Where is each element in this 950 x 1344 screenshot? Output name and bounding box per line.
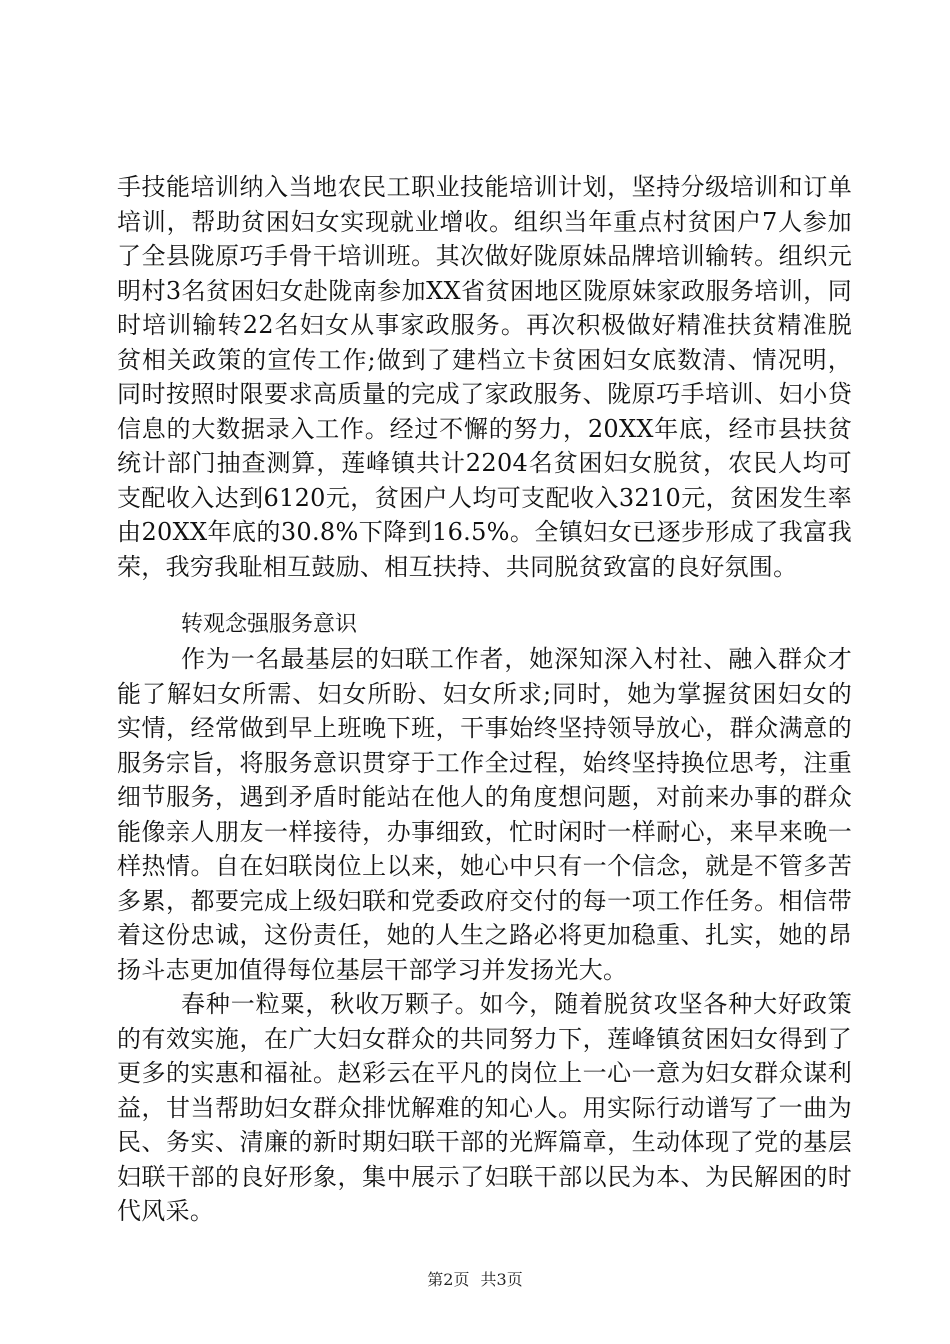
page-number: 第2页 (427, 1270, 470, 1289)
document-body (117, 170, 852, 1229)
body-paragraph: 作为一名最基层的妇联工作者，她深知深入村社、融入群众才能了解妇女所需、妇女所盼、妇女所求;同时，她为掌握贫困妇女的实情，经常做到早上班晚下班，干事始终坚持领导放心，群众满意的服务宗旨，将服务意识贯穿于工作全过程，始终坚持换位思考，注重细节服务，遇到矛盾时能站在他人的角度想问题，对前来办事的群众能像亲人朋友一样接待，办事细致，忙时闲时一样耐心，来早来晚一样热情。自在妇联岗位上以来，她心中只有一个信念，就是不管多苦多累，都要完成上级妇联和党委政府交付的每一项工作任务。相信带着这份忠诚，这份责任，她的人生之路必将更加稳重、扎实，她的昂扬斗志更加值得每位基层干部学习并发扬光大。 (117, 645, 852, 984)
section-heading: 转观念强服务意识 (181, 612, 358, 637)
body-paragraph: 手技能培训纳入当地农民工职业技能培训计划，坚持分级培训和订单培训，帮助贫困妇女实现就业增收。组织当年重点村贫困户7人参加了全县陇原巧手骨干培训班。其次做好陇原妹品牌培训输转。组织元明村3名贫困妇女赴陇南参加XX省贫困地区陇原妹家政服务培训，同时培训输转22名妇女从事家政服务。再次积极做好精准扶贫精准脱贫相关政策的宣传工作;做到了建档立卡贫困妇女底数清、情况明，同时按照时限要求高质量的完成了家政服务、陇原巧手培训、妇小贷信息的大数据录入工作。经过不懈的努力，20XX年底，经市县扶贫统计部门抽查测算，莲峰镇共计2204名贫困妇女脱贫，农民人均可支配收入达到6120元，贫困户人均可支配收入3210元，贫困发生率由20XX年底的30.8%下降到16.5%。全镇妇女已逐步形成了我富我荣，我穷我耻相互鼓励、相互扶持、共同脱贫致富的良好氛围。 (117, 173, 852, 581)
page-total: 共3页 (480, 1270, 523, 1289)
body-paragraph: 春种一粒粟，秋收万颗子。如今，随着脱贫攻坚各种大好政策的有效实施，在广大妇女群众的共同努力下，莲峰镇贫困妇女得到了更多的实惠和福祉。赵彩云在平凡的岗位上一心一意为妇女群众谋利益，甘当帮助妇女群众排忧解难的知心人。用实际行动谱写了一曲为民、务实、清廉的新时期妇联干部的光辉篇章，生动体现了党的基层妇联干部的良好形象，集中展示了妇联干部以民为本、为民解困的时代风采。 (117, 990, 852, 1225)
page-footer (0, 1270, 950, 1290)
